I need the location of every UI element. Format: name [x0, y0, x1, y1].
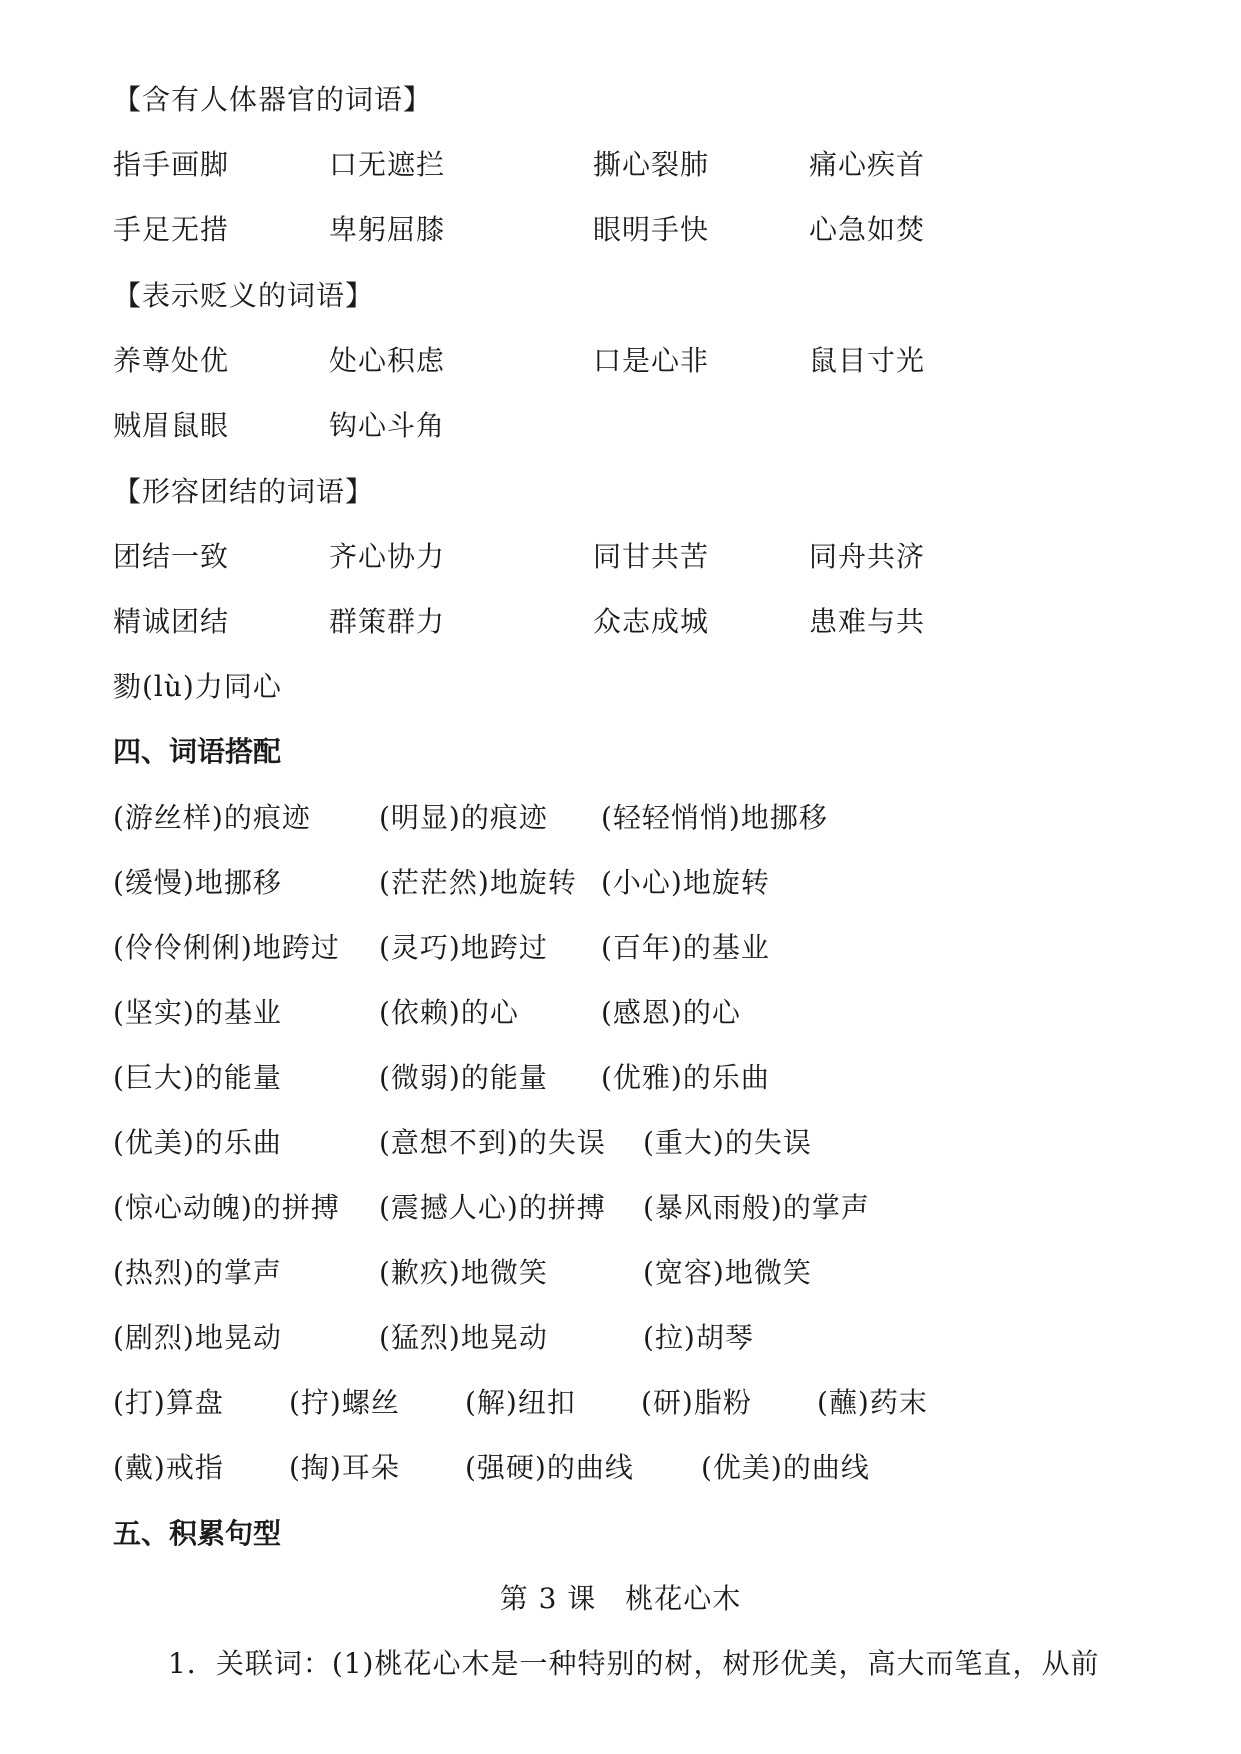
- word: 手足无措: [113, 213, 230, 246]
- collocation: (猛烈)地晃动: [379, 1321, 548, 1354]
- collocation: (意想不到)的失误: [379, 1126, 606, 1159]
- word: 精诚团结: [113, 605, 230, 638]
- word: 群策群力: [329, 605, 446, 638]
- collocation: (灵巧)地跨过: [379, 931, 548, 964]
- section-heading: 五、积累句型: [113, 1517, 282, 1550]
- collocation: (惊心动魄)的拼搏: [113, 1191, 340, 1224]
- collocation: (巨大)的能量: [113, 1061, 282, 1094]
- word: 心急如焚: [809, 213, 926, 246]
- word: 指手画脚: [113, 148, 230, 181]
- paragraph-line: 1．关联词：(1)桃花心木是一种特别的树，树形优美，高大而笔直，从前: [168, 1647, 1100, 1680]
- collocation: (蘸)药末: [817, 1386, 928, 1419]
- collocation: (依赖)的心: [379, 996, 519, 1029]
- collocation: (茫茫然)地旋转: [379, 866, 577, 899]
- word: 养尊处优: [113, 344, 230, 377]
- word: 眼明手快: [593, 213, 710, 246]
- collocation: (解)纽扣: [465, 1386, 576, 1419]
- word: 众志成城: [593, 605, 710, 638]
- word: 口无遮拦: [329, 148, 446, 181]
- word: 齐心协力: [329, 540, 446, 573]
- collocation: (游丝样)的痕迹: [113, 801, 311, 834]
- word: 贼眉鼠眼: [113, 409, 230, 442]
- collocation: (感恩)的心: [601, 996, 741, 1029]
- word: 鼠目寸光: [809, 344, 926, 377]
- word: 团结一致: [113, 540, 230, 573]
- collocation: (热烈)的掌声: [113, 1256, 282, 1289]
- word: 同舟共济: [809, 540, 926, 573]
- collocation: (坚实)的基业: [113, 996, 282, 1029]
- word: 口是心非: [593, 344, 710, 377]
- collocation: (剧烈)地晃动: [113, 1321, 282, 1354]
- collocation: (拧)螺丝: [289, 1386, 400, 1419]
- collocation: (百年)的基业: [601, 931, 770, 964]
- collocation: (优美)的乐曲: [113, 1126, 282, 1159]
- word: 钩心斗角: [329, 409, 446, 442]
- word: 撕心裂肺: [593, 148, 710, 181]
- group-title-unity: 【形容团结的词语】: [113, 475, 375, 508]
- collocation: (轻轻悄悄)地挪移: [601, 801, 828, 834]
- collocation: (优雅)的乐曲: [601, 1061, 770, 1094]
- word: 勠(lù)力同心: [113, 670, 282, 703]
- word: 患难与共: [809, 605, 926, 638]
- collocation: (缓慢)地挪移: [113, 866, 282, 899]
- collocation: (震撼人心)的拼搏: [379, 1191, 606, 1224]
- collocation: (强硬)的曲线: [465, 1451, 634, 1484]
- collocation: (暴风雨般)的掌声: [643, 1191, 870, 1224]
- collocation: (打)算盘: [113, 1386, 224, 1419]
- collocation: (伶伶俐俐)地跨过: [113, 931, 340, 964]
- word: 同甘共苦: [593, 540, 710, 573]
- collocation: (研)脂粉: [641, 1386, 752, 1419]
- word-row: [113, 669, 282, 705]
- collocation: (小心)地旋转: [601, 866, 770, 899]
- lesson-title: 第 3 课 桃花心木: [499, 1582, 742, 1615]
- collocation: (重大)的失误: [643, 1126, 812, 1159]
- collocation: (拉)胡琴: [643, 1321, 754, 1354]
- collocation: (明显)的痕迹: [379, 801, 548, 834]
- collocation: (宽容)地微笑: [643, 1256, 812, 1289]
- collocation: (歉疚)地微笑: [379, 1256, 548, 1289]
- collocation: (掏)耳朵: [289, 1451, 400, 1484]
- word: 卑躬屈膝: [329, 213, 446, 246]
- collocation: (微弱)的能量: [379, 1061, 548, 1094]
- word: 处心积虑: [329, 344, 446, 377]
- collocation: (戴)戒指: [113, 1451, 224, 1484]
- group-title-body-organs: 【含有人体器官的词语】: [113, 83, 433, 116]
- section-heading: 四、词语搭配: [113, 735, 282, 768]
- group-title-derogatory: 【表示贬义的词语】: [113, 279, 375, 312]
- word: 痛心疾首: [809, 148, 926, 181]
- collocation: (优美)的曲线: [701, 1451, 870, 1484]
